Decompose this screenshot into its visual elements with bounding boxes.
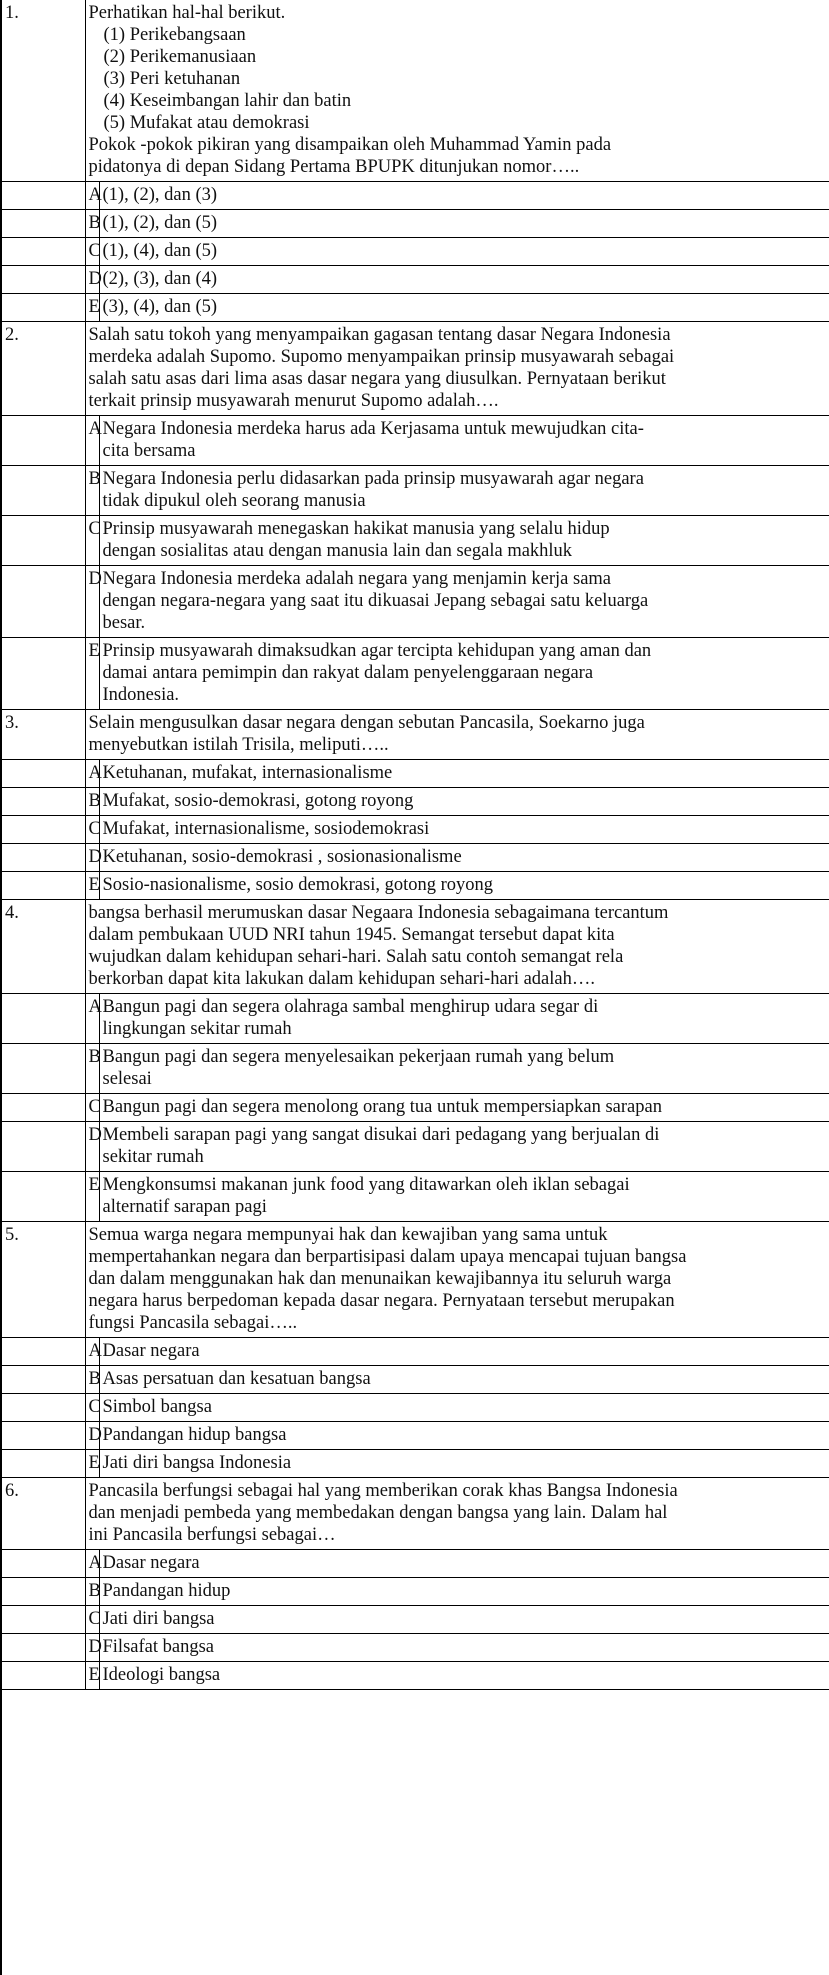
option-text[interactable] [99, 416, 829, 466]
number-column-spacer [2, 844, 85, 872]
answer-option-row[interactable] [2, 294, 829, 322]
option-letter[interactable]: D [85, 1122, 99, 1172]
option-letter[interactable]: D [85, 844, 99, 872]
option-line: Negara Indonesia merdeka adalah negara yang menjamin kerja sama [102, 569, 612, 589]
option-line: Filsafat bangsa [102, 1637, 214, 1657]
option-text[interactable] [99, 1634, 829, 1662]
option-line: Bangun pagi dan segera olahraga sambal menghirup udara segar di [102, 997, 599, 1017]
question-row [2, 1478, 829, 1550]
option-line: Ketuhanan, sosio-demokrasi , sosionasionalisme [102, 847, 462, 867]
option-line: damai antara pemimpin dan rakyat dalam penyelenggaraan negara [102, 663, 594, 683]
option-letter[interactable]: D [85, 566, 99, 638]
answer-option-row[interactable] [2, 1550, 829, 1578]
number-column-spacer [2, 1606, 85, 1634]
option-text[interactable] [99, 238, 829, 266]
option-line: tidak dipukul oleh seorang manusia [102, 491, 366, 511]
stem-line: negara harus berpedoman kepada dasar negara. Pernyataan tersebut merupakan [88, 1291, 675, 1311]
option-line: Ideologi bangsa [102, 1665, 221, 1685]
option-text[interactable] [99, 1550, 829, 1578]
option-line: (1), (2), dan (5) [102, 213, 218, 233]
answer-option-row[interactable] [2, 416, 829, 466]
answer-option-row[interactable] [2, 760, 829, 788]
option-text[interactable] [99, 266, 829, 294]
option-letter[interactable]: E [85, 1662, 99, 1690]
option-letter[interactable]: D [85, 1634, 99, 1662]
option-letter[interactable]: E [85, 872, 99, 900]
answer-option-row[interactable] [2, 1172, 829, 1222]
number-column-spacer [2, 1422, 85, 1450]
number-column-spacer [2, 1044, 85, 1094]
question-stem [85, 322, 829, 416]
number-column-spacer [2, 638, 85, 710]
option-text[interactable] [99, 516, 829, 566]
statement-list [89, 24, 829, 134]
stem-line: terkait prinsip musyawarah menurut Supomo adalah…. [88, 391, 499, 411]
number-column-spacer [2, 294, 85, 322]
option-line: Jati diri bangsa [102, 1609, 215, 1629]
answer-option-row[interactable] [2, 872, 829, 900]
number-column-spacer [2, 1094, 85, 1122]
option-line: Prinsip musyawarah menegaskan hakikat manusia yang selalu hidup [102, 519, 610, 539]
question-stem [85, 900, 829, 994]
number-column-spacer [2, 1550, 85, 1578]
answer-option-row[interactable] [2, 1662, 829, 1690]
option-letter[interactable]: D [85, 266, 99, 294]
answer-option-row[interactable] [2, 788, 829, 816]
number-column-spacer [2, 1578, 85, 1606]
stem-line: berkorban dapat kita lakukan dalam kehidupan sehari-hari adalah…. [88, 969, 595, 989]
answer-option-row[interactable] [2, 1338, 829, 1366]
option-text[interactable] [99, 1606, 829, 1634]
option-line: Prinsip musyawarah dimaksudkan agar tercipta kehidupan yang aman dan [102, 641, 652, 661]
answer-option-row[interactable] [2, 1044, 829, 1094]
number-column-spacer [2, 238, 85, 266]
answer-option-row[interactable] [2, 1422, 829, 1450]
option-line: Negara Indonesia perlu didasarkan pada prinsip musyawarah agar negara [102, 469, 644, 489]
option-letter[interactable]: A [85, 182, 99, 210]
option-letter[interactable]: B [85, 1578, 99, 1606]
answer-option-row[interactable] [2, 516, 829, 566]
quiz-table [2, 0, 829, 1690]
answer-option-row[interactable] [2, 1578, 829, 1606]
option-letter[interactable]: B [85, 210, 99, 238]
number-column-spacer [2, 182, 85, 210]
answer-option-row[interactable] [2, 238, 829, 266]
answer-option-row[interactable] [2, 1122, 829, 1172]
option-line: Mufakat, internasionalisme, sosiodemokrasi [102, 819, 430, 839]
number-column-spacer [2, 872, 85, 900]
option-line: (3), (4), dan (5) [102, 297, 218, 317]
question-row [2, 0, 829, 182]
stem-line: pidatonya di depan Sidang Pertama BPUPK ditunjukan nomor….. [88, 157, 580, 177]
question-row [2, 1222, 829, 1338]
option-line: Ketuhanan, mufakat, internasionalisme [102, 763, 393, 783]
option-text[interactable] [99, 994, 829, 1044]
stem-line: Pancasila berfungsi sebagai hal yang memberikan corak khas Bangsa Indonesia [88, 1481, 678, 1501]
stem-line: Selain mengusulkan dasar negara dengan sebutan Pancasila, Soekarno juga [88, 713, 645, 733]
option-text[interactable] [99, 1172, 829, 1222]
statement-item: (1) Perikebangsaan [103, 25, 246, 45]
stem-line: salah satu asas dari lima asas dasar negara yang diusulkan. Pernyataan berikut [88, 369, 666, 389]
option-letter[interactable]: C [85, 1394, 99, 1422]
answer-option-row[interactable] [2, 844, 829, 872]
number-column-spacer [2, 466, 85, 516]
option-text[interactable] [99, 1044, 829, 1094]
option-text[interactable] [99, 566, 829, 638]
option-text[interactable] [99, 1394, 829, 1422]
answer-option-row[interactable] [2, 266, 829, 294]
stem-line: bangsa berhasil merumuskan dasar Negaara Indonesia sebagaimana tercantum [88, 903, 669, 923]
answer-option-row[interactable] [2, 1634, 829, 1662]
option-text[interactable] [99, 1094, 829, 1122]
question-number: 4. [2, 900, 85, 994]
number-column-spacer [2, 1366, 85, 1394]
option-text[interactable] [99, 1450, 829, 1478]
option-text[interactable] [99, 788, 829, 816]
number-column-spacer [2, 1662, 85, 1690]
answer-option-row[interactable] [2, 1606, 829, 1634]
answer-option-row[interactable] [2, 1394, 829, 1422]
option-line: Indonesia. [102, 685, 180, 705]
option-letter[interactable]: C [85, 1094, 99, 1122]
number-column-spacer [2, 1634, 85, 1662]
option-letter[interactable]: C [85, 238, 99, 266]
question-stem [85, 0, 829, 182]
answer-option-row[interactable] [2, 816, 829, 844]
stem-line: merdeka adalah Supomo. Supomo menyampaikan prinsip musyawarah sebagai [88, 347, 675, 367]
number-column-spacer [2, 760, 85, 788]
option-line: Membeli sarapan pagi yang sangat disukai dari pedagang yang berjualan di [102, 1125, 660, 1145]
option-letter[interactable]: C [85, 816, 99, 844]
option-letter[interactable]: A [85, 416, 99, 466]
number-column-spacer [2, 994, 85, 1044]
number-column-spacer [2, 516, 85, 566]
option-letter[interactable]: A [85, 1338, 99, 1366]
answer-option-row[interactable] [2, 566, 829, 638]
option-line: (1), (4), dan (5) [102, 241, 218, 261]
option-letter[interactable]: E [85, 1172, 99, 1222]
stem-line: mempertahankan negara dan berpartisipasi dalam upaya mencapai tujuan bangsa [88, 1247, 687, 1267]
option-line: sekitar rumah [102, 1147, 204, 1167]
option-text[interactable] [99, 1662, 829, 1690]
number-column-spacer [2, 788, 85, 816]
stem-line: ini Pancasila berfungsi sebagai… [88, 1525, 336, 1545]
stem-line: dan dalam menggunakan hak dan menunaikan kewajibannya itu seluruh warga [88, 1269, 672, 1289]
option-letter[interactable]: D [85, 1422, 99, 1450]
answer-option-row[interactable] [2, 466, 829, 516]
answer-option-row[interactable] [2, 994, 829, 1044]
question-stem [85, 1222, 829, 1338]
number-column-spacer [2, 416, 85, 466]
number-column-spacer [2, 1450, 85, 1478]
option-line: Pandangan hidup [102, 1581, 231, 1601]
answer-option-row[interactable] [2, 1450, 829, 1478]
option-text[interactable] [99, 466, 829, 516]
number-column-spacer [2, 816, 85, 844]
option-letter[interactable]: A [85, 1550, 99, 1578]
number-column-spacer [2, 266, 85, 294]
option-letter[interactable]: A [85, 760, 99, 788]
stem-line: Salah satu tokoh yang menyampaikan gagasan tentang dasar Negara Indonesia [88, 325, 671, 345]
answer-option-row[interactable] [2, 638, 829, 710]
option-text[interactable] [99, 210, 829, 238]
option-letter[interactable]: E [85, 1450, 99, 1478]
option-text[interactable] [99, 182, 829, 210]
answer-option-row[interactable] [2, 210, 829, 238]
stem-line: wujudkan dalam kehidupan sehari-hari. Salah satu contoh semangat rela [88, 947, 624, 967]
option-letter[interactable]: C [85, 516, 99, 566]
option-line: alternatif sarapan pagi [102, 1197, 267, 1217]
stem-line: Perhatikan hal-hal berikut. [88, 3, 286, 23]
option-text[interactable] [99, 844, 829, 872]
option-letter[interactable]: B [85, 1366, 99, 1394]
option-text[interactable] [99, 638, 829, 710]
option-line: Jati diri bangsa Indonesia [102, 1453, 292, 1473]
question-row [2, 322, 829, 416]
option-line: Asas persatuan dan kesatuan bangsa [102, 1369, 371, 1389]
quiz-body [2, 0, 829, 1690]
statement-item: (2) Perikemanusiaan [103, 47, 257, 67]
option-line: Simbol bangsa [102, 1397, 212, 1417]
answer-option-row[interactable] [2, 1366, 829, 1394]
question-number: 2. [2, 322, 85, 416]
option-line: dengan negara-negara yang saat itu dikuasai Jepang sebagai satu keluarga [102, 591, 649, 611]
stem-line: dalam pembukaan UUD NRI tahun 1945. Semangat tersebut dapat kita [88, 925, 615, 945]
option-letter[interactable]: B [85, 1044, 99, 1094]
option-text[interactable] [99, 1338, 829, 1366]
option-letter[interactable]: B [85, 788, 99, 816]
option-line: dengan sosialitas atau dengan manusia lain dan segala makhluk [102, 541, 573, 561]
option-line: Pandangan hidup bangsa [102, 1425, 287, 1445]
question-number: 1. [2, 0, 85, 182]
number-column-spacer [2, 210, 85, 238]
stem-line: menyebutkan istilah Trisila, meliputi….. [88, 735, 389, 755]
option-line: Negara Indonesia merdeka harus ada Kerjasama untuk mewujudkan cita- [102, 419, 644, 439]
option-line: Mengkonsumsi makanan junk food yang ditawarkan oleh iklan sebagai [102, 1175, 630, 1195]
number-column-spacer [2, 566, 85, 638]
number-column-spacer [2, 1122, 85, 1172]
option-text[interactable] [99, 1578, 829, 1606]
question-number: 3. [2, 710, 85, 760]
option-text[interactable] [99, 760, 829, 788]
statement-item: (5) Mufakat atau demokrasi [103, 113, 310, 133]
statement-item: (4) Keseimbangan lahir dan batin [103, 91, 352, 111]
stem-line: Semua warga negara mempunyai hak dan kewajiban yang sama untuk [88, 1225, 608, 1245]
option-line: (1), (2), dan (3) [102, 185, 218, 205]
number-column-spacer [2, 1394, 85, 1422]
question-row [2, 900, 829, 994]
question-number: 5. [2, 1222, 85, 1338]
option-text[interactable] [99, 294, 829, 322]
stem-line: fungsi Pancasila sebagai….. [88, 1313, 298, 1333]
option-line: (2), (3), dan (4) [102, 269, 218, 289]
option-line: lingkungan sekitar rumah [102, 1019, 292, 1039]
option-line: besar. [102, 613, 146, 633]
option-letter[interactable]: A [85, 994, 99, 1044]
answer-option-row[interactable] [2, 182, 829, 210]
option-line: Dasar negara [102, 1553, 200, 1573]
stem-line: dan menjadi pembeda yang membedakan dengan bangsa yang lain. Dalam hal [88, 1503, 668, 1523]
number-column-spacer [2, 1172, 85, 1222]
question-stem [85, 710, 829, 760]
option-letter[interactable]: B [85, 466, 99, 516]
option-line: Bangun pagi dan segera menolong orang tua untuk mempersiapkan sarapan [102, 1097, 662, 1117]
stem-line: Pokok -pokok pikiran yang disampaikan oleh Muhammad Yamin pada [88, 135, 612, 155]
option-letter[interactable]: C [85, 1606, 99, 1634]
option-line: Bangun pagi dan segera menyelesaikan pekerjaan rumah yang belum [102, 1047, 615, 1067]
option-text[interactable] [99, 1422, 829, 1450]
question-number: 6. [2, 1478, 85, 1550]
option-text[interactable] [99, 816, 829, 844]
statement-item: (3) Peri ketuhanan [103, 69, 241, 89]
option-line: Dasar negara [102, 1341, 200, 1361]
option-text[interactable] [99, 1122, 829, 1172]
option-letter[interactable]: E [85, 294, 99, 322]
option-text[interactable] [99, 872, 829, 900]
question-row [2, 710, 829, 760]
number-column-spacer [2, 1338, 85, 1366]
answer-option-row[interactable] [2, 1094, 829, 1122]
option-line: Mufakat, sosio-demokrasi, gotong royong [102, 791, 414, 811]
option-line: selesai [102, 1069, 152, 1089]
option-text[interactable] [99, 1366, 829, 1394]
option-line: cita bersama [102, 441, 196, 461]
option-letter[interactable]: E [85, 638, 99, 710]
option-line: Sosio-nasionalisme, sosio demokrasi, gotong royong [102, 875, 494, 895]
question-stem [85, 1478, 829, 1550]
